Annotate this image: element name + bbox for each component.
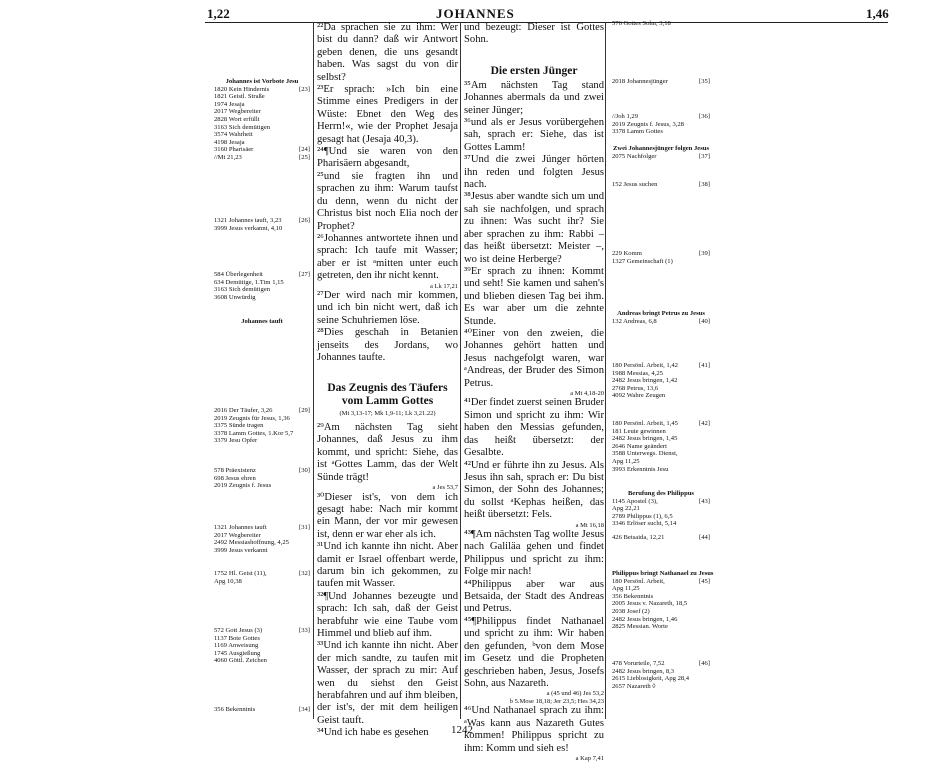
- spacer: [464, 47, 604, 59]
- topic-ref: 584 Überlegenheit: [214, 271, 263, 278]
- topic-ref: Apg 10,38: [214, 577, 242, 585]
- margin-note-line: [612, 608, 710, 616]
- margin-note-line: [612, 534, 710, 542]
- verse-paragraph: ³²¶Und Johannes bezeugte und sprach: Ich sah, daß der Geist herabfuhr wie eine Taube vom Himmel und blieb auf ihm.: [317, 590, 458, 639]
- topic-ref: 3375 Sünde tragen: [214, 422, 264, 430]
- margin-note-group: [612, 570, 714, 631]
- margin-note-line: [612, 466, 710, 474]
- margin-note-line: [214, 108, 310, 116]
- margin-note-line: [612, 370, 710, 378]
- topic-ref: 426 Betsaida, 12,21: [612, 534, 665, 541]
- verse-marker: [36]: [699, 113, 710, 120]
- topic-ref: 3346 Erlöser sucht, 5,14: [612, 520, 677, 528]
- topic-ref: 180 Persönl. Arbeit,: [612, 577, 665, 585]
- verse-paragraph: ²⁹Am nächsten Tag sieht Johannes, daß Jesus zu ihm kommt, und spricht: Siehe, das ist ᵃGottes Lamm, das der Welt Sünde trägt!: [317, 421, 458, 483]
- margin-note-line: [214, 524, 310, 532]
- topic-ref: 698 Jesus ehren: [214, 474, 256, 482]
- topic-ref: 3993 Erkenntnis Jesu: [612, 465, 669, 473]
- topic-ref: 181 Leute gewinnen: [612, 427, 666, 435]
- topic-ref: 3163 Sich demütigen: [214, 286, 271, 294]
- margin-note-line: [612, 505, 710, 513]
- topic-ref: 2482 Jesus bringen, 1,45: [612, 435, 678, 443]
- topic-ref: 229 Komm: [612, 250, 642, 257]
- margin-note-line: [214, 154, 310, 162]
- margin-note-group: [214, 217, 310, 232]
- margin-note-line: [214, 642, 310, 650]
- verse-paragraph: ⁴³¶Am nächsten Tag wollte Jesus nach Galiläa gehen und findet Philippus und spricht zu ihm: Folge mir nach!: [464, 529, 604, 578]
- topic-ref: 2017 Wegbereiter: [214, 108, 261, 116]
- margin-note-line: [612, 362, 710, 370]
- verse-marker: [23]: [299, 85, 310, 93]
- margin-note-group: [214, 407, 310, 445]
- topic-ref: 356 Bekenntnis: [612, 592, 654, 600]
- margin-note-line: [612, 435, 710, 443]
- margin-note-line: [612, 153, 710, 161]
- margin-note-line: [214, 217, 310, 225]
- margin-note-line: [214, 101, 310, 109]
- section-heading: Die ersten Jünger: [490, 64, 578, 77]
- margin-note-group: [214, 524, 310, 554]
- topic-ref: 2615 Lieblosigkeit, Apg 28,4: [612, 675, 690, 683]
- column-divider: [460, 22, 461, 719]
- cross-reference: b 5.Mose 18,18; Jer 23,5; Hes 34,23: [509, 697, 604, 705]
- verse-marker: [25]: [299, 153, 310, 161]
- margin-note-line: [214, 294, 310, 302]
- text-column-right: [464, 22, 604, 762]
- margin-note-line: [612, 513, 710, 521]
- verse-marker: [42]: [699, 420, 710, 427]
- margin-note-line: [612, 675, 710, 683]
- text-column-left: [317, 22, 458, 739]
- verse-marker: [43]: [699, 497, 710, 505]
- margin-note-line: [612, 385, 710, 393]
- margin-note-line: [612, 443, 710, 451]
- topic-ref: 1321 Johannes tauft, 3,23: [214, 217, 282, 224]
- verse-paragraph: ²⁵und sie fragten ihn und sprachen zu ihm: Warum taufst du denn, wenn du nicht der Christus bist noch Elia noch der Prophet?: [317, 170, 458, 232]
- verse-paragraph: ³⁵Am nächsten Tag stand Johannes abermals da und zwei seiner Jünger;: [464, 79, 604, 116]
- margin-note-line: [612, 392, 710, 400]
- margin-note-line: [214, 279, 310, 287]
- margin-note-line: [214, 286, 310, 294]
- margin-note-line: [612, 616, 710, 624]
- margin-note-line: [214, 407, 310, 415]
- margin-note-group: [214, 318, 310, 326]
- margin-note-line: [612, 20, 710, 28]
- column-divider: [605, 22, 606, 719]
- margin-note-line: [214, 124, 310, 132]
- verse-paragraph: ⁴⁵¶Philippus findet Nathanael und spricht zu ihm: Wir haben den gefunden, ᵇvon dem Mose im Gesetz und die Propheten geschrieben haben, Jesus, Josefs Sohn, aus Nazareth.: [464, 615, 604, 689]
- margin-note-line: [612, 660, 710, 668]
- verse-paragraph: ³⁴Und ich habe es gesehen: [317, 727, 429, 739]
- topic-ref: 2038 Josef (2): [612, 607, 650, 615]
- verse-marker: [41]: [699, 362, 710, 369]
- topic-ref: 2019 Zeugnis für Jesus, 1,36: [214, 414, 290, 422]
- margin-note-line: [214, 422, 310, 430]
- section-heading: Das Zeugnis des Täufers vom Lamm Gottes: [327, 382, 448, 408]
- topic-ref: Apg 11,25: [612, 457, 640, 465]
- topic-ref: //Mt 21,23: [214, 153, 242, 161]
- margin-note-line: [612, 318, 710, 326]
- topic-ref: 3160 Pharisäer: [214, 146, 254, 154]
- margin-note-line: [612, 181, 710, 189]
- margin-note-line: [214, 116, 310, 124]
- topic-ref: 3379 Jesu Opfer: [214, 437, 258, 445]
- topic-ref: 2075 Nachfolger: [612, 152, 657, 160]
- topic-ref: 2768 Petrus, 13,6: [612, 384, 659, 392]
- margin-note-group: [214, 271, 310, 301]
- topic-ref: //Joh 1,29: [612, 113, 639, 120]
- topic-ref: 572 Gott Jesus (3): [214, 627, 263, 634]
- verse-marker: [37]: [699, 152, 710, 160]
- cross-reference: a Jes 53,7: [432, 484, 458, 491]
- topic-ref: 3608 Unwürdig: [214, 293, 256, 301]
- topic-ref: 2005 Jesus v. Nazareth, 18,5: [612, 600, 688, 608]
- margin-note-group: [612, 490, 710, 528]
- margin-note-line: [612, 428, 710, 436]
- verse-marker: [31]: [299, 524, 310, 531]
- topic-ref: Apg 22,21: [612, 505, 640, 513]
- verse-marker: [32]: [299, 570, 310, 577]
- header-book-title: JOHANNES: [436, 6, 515, 21]
- verse-marker: [26]: [299, 217, 310, 224]
- margin-note-line: [214, 475, 310, 483]
- margin-note-line: [612, 585, 710, 593]
- verse-marker: [44]: [699, 534, 710, 541]
- topic-ref: 1974 Jesaja: [214, 100, 245, 108]
- topic-ref: 1327 Gemeinschaft (1): [612, 257, 673, 265]
- verse-paragraph: ²⁴¶Und sie waren von den Pharisäern abgesandt,: [317, 146, 458, 170]
- topic-ref: 1745 Ausgießung: [214, 649, 261, 657]
- margin-note-line: [214, 627, 310, 635]
- verse-paragraph: ²²Da sprachen sie zu ihm: Wer bist du dann? daß wir Antwort geben denen, die uns gesandt haben. Was sagst du von dir selbst?: [317, 22, 458, 83]
- topic-ref: 1145 Apostel (3),: [612, 497, 658, 505]
- topic-ref: 2825 Messian. Worte: [612, 623, 668, 631]
- verse-marker: [46]: [699, 660, 710, 667]
- topic-ref: 3378 Lamm Gottes: [612, 128, 663, 136]
- margin-note-line: [612, 128, 710, 136]
- verse-paragraph: ²⁶Johannes antwortete ihnen und sprach: Ich taufe mit Wasser; aber er ist ᵃmitten unter euch getreten, den ihr nicht kennt.: [317, 232, 458, 282]
- topic-ref: 2019 Zeugnis f. Jesus: [214, 482, 272, 490]
- verse-marker: [24]: [299, 146, 310, 154]
- topic-ref: 1820 Kein Hindernis: [214, 85, 270, 93]
- verse-paragraph: ³⁰Dieser ist's, von dem ich gesagt habe: Nach mir kommt ein Mann, der vor mir gewesen ist, denn er war eher als ich.: [317, 491, 458, 540]
- verse-marker: [33]: [299, 627, 310, 634]
- margin-note-group: [612, 113, 710, 136]
- verse-marker: [34]: [299, 706, 310, 713]
- verse-paragraph: ²⁸Dies geschah in Betanien jenseits des Jordans, wo Johannes taufte.: [317, 327, 458, 364]
- margin-note-line: [214, 93, 310, 101]
- topic-ref: 132 Andreas, 6,8: [612, 317, 657, 325]
- margin-note-line: [214, 146, 310, 154]
- topic-ref: 356 Bekenntnis: [214, 706, 256, 713]
- margin-note-line: [612, 377, 710, 385]
- topic-ref: 3999 Jesus verkannt, 4,10: [214, 224, 283, 232]
- topic-ref: 152 Jesus suchen: [612, 181, 658, 188]
- margin-note-line: [214, 657, 310, 665]
- topic-ref: 2482 Jesus bringen, 8,3: [612, 667, 675, 675]
- margin-note-line: [214, 482, 310, 490]
- margin-note-line: [214, 467, 310, 475]
- topic-ref: 634 Demütige, 1.Tim 1,15: [214, 278, 284, 286]
- verse-paragraph: ⁴¹Der findet zuerst seinen Bruder Simon und spricht zu ihm: Wir haben den Messias gefunden, das heißt übersetzt: der Gesalbte.: [464, 397, 604, 459]
- margin-note-line: [214, 437, 310, 445]
- margin-note-line: [612, 623, 710, 631]
- topic-ref: 2019 Zeugnis f. Jesus, 3,28: [612, 120, 684, 128]
- margin-note-group: [214, 570, 310, 585]
- margin-note-line: [214, 532, 310, 540]
- margin-note-line: [214, 131, 310, 139]
- verse-marker: [45]: [699, 577, 710, 585]
- topic-ref: 180 Persönl. Arbeit, 1,45: [612, 420, 678, 427]
- topic-ref: 2017 Wegbereiter: [214, 531, 261, 539]
- verse-paragraph: ⁴²Und er führte ihn zu Jesus. Als Jesus ihn sah, sprach er: Du bist Simon, der Sohn des Johannes; du sollst ᵃKephas heißen, das heißt übersetzt: Fels.: [464, 459, 604, 521]
- cross-reference: a (45 und 46) Jes 53,2: [546, 690, 604, 698]
- topic-ref: 1321 Johannes tauft: [214, 524, 267, 531]
- topic-ref: 2482 Jesus bringen, 1,42: [612, 377, 678, 385]
- margin-note-line: [214, 225, 310, 233]
- margin-note-line: [214, 539, 310, 547]
- margin-heading: Andreas bringt Petrus zu Jesus: [617, 310, 705, 317]
- margin-note-line: [214, 570, 310, 578]
- verse-paragraph: ²⁷Der wird nach mir kommen, und ich bin nicht wert, daß ich seine Schuhriemen löse.: [317, 290, 458, 326]
- parallel-references: (Mt 3,13-17; Mk 1,9-11; Lk 3,21.22): [339, 410, 436, 418]
- margin-note-line: [612, 78, 710, 86]
- topic-ref: 3999 Jesus verkannt: [214, 546, 268, 554]
- margin-note-group: [612, 362, 710, 400]
- margin-note-group: [612, 250, 710, 265]
- margin-note-group: [612, 534, 710, 542]
- spacer: [317, 364, 458, 376]
- topic-ref: 576 Gottes Sohn, 3,18: [612, 20, 671, 27]
- cross-reference: a Mt 4,18-20: [570, 389, 604, 397]
- header-right-ref: 1,46: [866, 6, 889, 21]
- margin-note-line: [214, 635, 310, 643]
- verse-marker: [30]: [299, 467, 310, 474]
- margin-note-line: [612, 578, 710, 586]
- topic-ref: 1752 Hl. Geist (11),: [214, 570, 267, 577]
- verse-paragraph: ³⁸Jesus aber wandte sich um und sah sie nachfolgen, und sprach zu ihnen: Was sucht ihr? Sie aber sprachen zu ihm: Rabbi – das heißt übersetzt: Meister –, wo ist deine Herberge?: [464, 191, 604, 265]
- verse-marker: [38]: [699, 181, 710, 188]
- verse-paragraph: ⁴⁶Und Nathanael sprach zu ihm: ᵃWas kann aus Nazareth Gutes kommen! Philippus spricht zu ihm: Komm und sieh es!: [464, 705, 604, 754]
- topic-ref: 2492 Messiashoffnung, 4,25: [214, 539, 289, 547]
- margin-note-line: [214, 547, 310, 555]
- topic-ref: 4060 Göttl. Zeichen: [214, 657, 267, 665]
- column-divider: [313, 22, 314, 719]
- topic-ref: 2018 Johannesjünger: [612, 78, 668, 85]
- margin-note-line: [214, 430, 310, 438]
- topic-ref: 180 Persönl. Arbeit, 1,42: [612, 362, 678, 369]
- margin-note-group: [214, 467, 310, 490]
- margin-note-line: [612, 498, 710, 506]
- margin-note-line: [214, 415, 310, 423]
- verse-marker: [40]: [699, 317, 710, 325]
- verse-paragraph: ⁴⁰Einer von den zweien, die Johannes gehört hatten und Jesus nachgefolgt waren, war ᵃAndreas, der Bruder des Simon Petrus.: [464, 327, 604, 389]
- margin-note-group: [612, 660, 710, 690]
- margin-note-line: [612, 258, 710, 266]
- topic-ref: 578 Präexistenz: [214, 467, 256, 474]
- margin-note-group: [612, 20, 710, 28]
- margin-note-group: [612, 181, 710, 189]
- verse-paragraph: und bezeugt: Dieser ist Gottes Sohn.: [464, 22, 604, 46]
- topic-ref: 1169 Anweisung: [214, 642, 259, 650]
- margin-note-line: [214, 706, 310, 714]
- topic-ref: 2646 Name geändert: [612, 442, 667, 450]
- margin-note-line: [612, 250, 710, 258]
- topic-ref: 478 Vorurteile, 7,52: [612, 660, 665, 667]
- topic-ref: 2789 Philippus (1), 6,5: [612, 512, 673, 520]
- margin-note-group: [612, 78, 710, 86]
- topic-ref: 2482 Jesus bringen, 1,46: [612, 615, 678, 623]
- margin-note-line: [214, 650, 310, 658]
- topic-ref: 1137 Bote Gottes: [214, 634, 260, 642]
- verse-paragraph: ³¹Und ich kannte ihn nicht. Aber damit er Israel offenbart werde, darum bin ich gekommen, zu taufen mit Wasser.: [317, 541, 458, 590]
- verse-marker: [27]: [299, 271, 310, 278]
- topic-ref: 3574 Wahrheit: [214, 131, 253, 139]
- margin-note-line: [612, 450, 710, 458]
- margin-note-line: [612, 668, 710, 676]
- topic-ref: Apg 11,25: [612, 585, 640, 593]
- margin-heading: Johannes ist Vorbote Jesu: [225, 78, 299, 85]
- margin-heading: Philippus bringt Nathanael zu Jesus: [612, 570, 714, 577]
- header-left-ref: 1,22: [207, 6, 230, 21]
- margin-note-line: [214, 578, 310, 586]
- topic-ref: 1988 Messias, 4,25: [612, 369, 663, 377]
- margin-heading: Zwei Johannesjünger folgen Jesus: [612, 145, 710, 152]
- margin-note-group: [612, 420, 710, 473]
- verse-paragraph: ⁴⁴Philippus aber war aus Betsaida, der Stadt des Andreas und Petrus.: [464, 578, 604, 615]
- verse-marker: [39]: [699, 250, 710, 257]
- verse-marker: [35]: [699, 78, 710, 85]
- topic-ref: 4092 Wahre Zeugen: [612, 392, 666, 400]
- margin-note-line: [612, 458, 710, 466]
- margin-note-line: [612, 600, 710, 608]
- margin-note-group: [214, 78, 310, 162]
- topic-ref: 3163 Sich demütigen: [214, 123, 271, 131]
- page-number: 1242: [451, 724, 473, 736]
- topic-ref: 1821 Geistl. Straße: [214, 93, 265, 101]
- verse-paragraph: ³⁶und als er Jesus vorübergehen sah, sprach er: Siehe, das ist Gottes Lamm!: [464, 117, 604, 153]
- margin-note-group: [214, 627, 310, 665]
- margin-note-line: [214, 139, 310, 147]
- cross-reference: a Lk 17,21: [430, 282, 458, 290]
- topic-ref: 2657 Nazareth ◊: [612, 682, 656, 690]
- cross-reference: a Kap 7,41: [575, 754, 604, 762]
- verse-paragraph: ³⁷Und die zwei Jünger hörten ihn reden und folgten Jesus nach.: [464, 154, 604, 191]
- margin-note-line: [214, 271, 310, 279]
- margin-note-group: [612, 310, 710, 325]
- verse-marker: [29]: [299, 407, 310, 414]
- topic-ref: 2016 Der Täufer, 3,26: [214, 407, 273, 414]
- margin-note-line: [214, 86, 310, 94]
- margin-note-line: [612, 593, 710, 601]
- margin-note-line: [612, 121, 710, 129]
- topic-ref: 2828 Wort erfüllt: [214, 115, 260, 123]
- margin-note-group: [612, 145, 710, 160]
- verse-paragraph: ²³Er sprach: »Ich bin eine Stimme eines Predigers in der Wüste: Ebnet den Weg des Herrn!«, wie der Prophet Jesaja gesagt hat (Jesaja 40,3).: [317, 84, 458, 145]
- margin-note-line: [612, 420, 710, 428]
- topic-ref: 3378 Lamm Gottes, 1.Kor 5,7: [214, 429, 294, 437]
- topic-ref: 3588 Unterwegs. Dienst,: [612, 450, 678, 458]
- margin-note-line: [612, 683, 710, 691]
- margin-note-line: [612, 113, 710, 121]
- margin-heading: Berufung des Philippus: [628, 490, 694, 497]
- topic-ref: 4198 Jesaja: [214, 138, 245, 146]
- verse-paragraph: ³³Und ich kannte ihn nicht. Aber der mich sandte, zu taufen mit Wasser, der sprach zu mir: Auf wen du siehst den Geist herabfahren und auf ihm bleiben, der ist's, der mit dem heiligen Geist tauft.: [317, 640, 458, 726]
- margin-heading: Johannes tauft: [241, 318, 283, 325]
- cross-reference: a Mt 16,18: [575, 521, 604, 529]
- margin-note-group: [214, 706, 310, 714]
- margin-note-line: [612, 520, 710, 528]
- verse-paragraph: ³⁹Er sprach zu ihnen: Kommt und seht! Sie kamen und sahen's und blieben diesen Tag bei ihm. Es war aber um die zehnte Stunde.: [464, 265, 604, 327]
